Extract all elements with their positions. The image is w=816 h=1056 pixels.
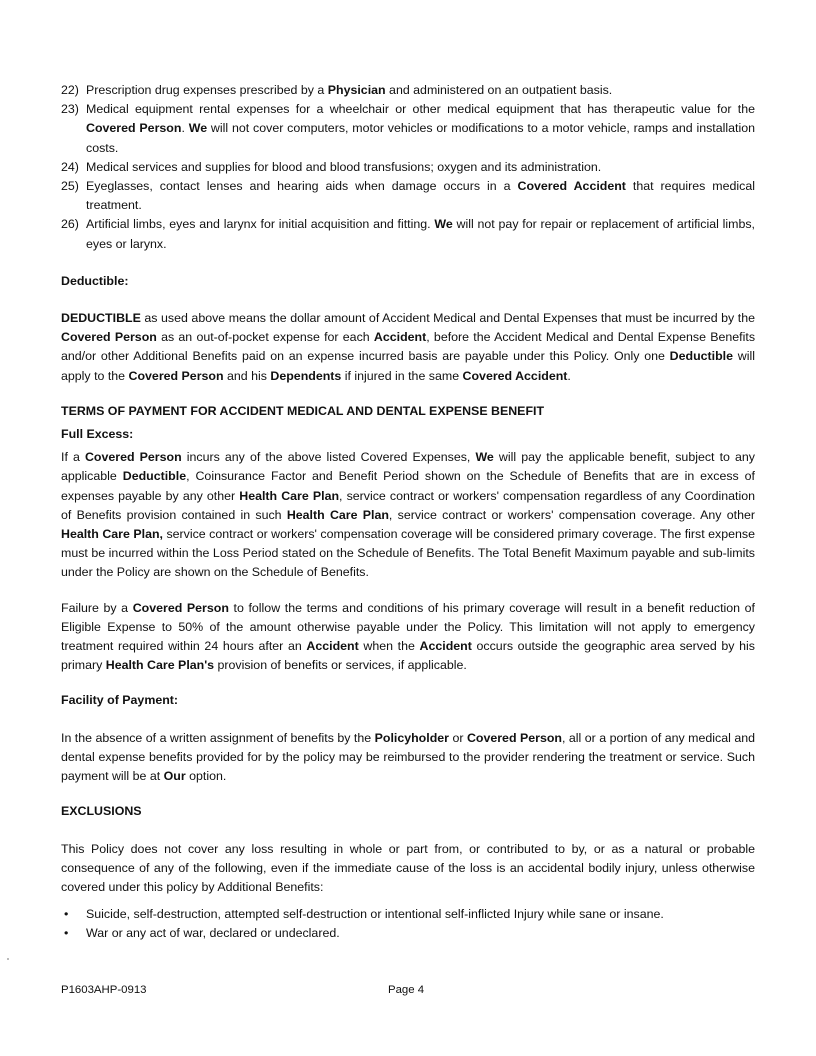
failure-paragraph: Failure by a Covered Person to follow the terms and conditions of his primary coverage will result in a benefit reduction of Eligible Expense to 50% of the amount otherwise payable under the Policy. This limitation will not apply to emergency treatment required within 24 hours after an Accident when the Accident occurs outside the geographic area served by his primary Health Care Plan's provision of benefits or services, if applicable. — [61, 600, 756, 673]
defined-term: Accident — [373, 330, 427, 345]
full-excess-paragraph: If a Covered Person incurs any of the above listed Covered Expenses, We will pay the applicable benefit, subject to any applicable Deductible, Coinsurance Factor and Benefit Period shown on the Schedule of Benefits that are in excess of expenses payable by any other Health Care Plan, service contract or workers' compensation regardless of any Coordination of Benefits provision contained in such Health Care Plan, service contract or workers' compensation coverage. Any other Health Care Plan, service contract or workers' compensation coverage will be considered primary coverage. The first expense must be incurred within the Loss Period stated on the Schedule of Benefits. The Total Benefit Maximum payable and sub-limits under the Policy are shown on the Schedule of Benefits. — [61, 450, 756, 580]
covered-expense-list — [61, 81, 755, 254]
bullet-icon: • — [64, 907, 69, 922]
list-item-text: Artificial limbs, eyes and larynx for initial acquisition and fitting. We will not pay for repair or replacement of artificial limbs, eyes or larynx. — [86, 217, 755, 251]
exclusion-bullet-item — [61, 924, 755, 943]
defined-term: Health Care Plan — [286, 507, 389, 522]
defined-term: Accident — [419, 639, 472, 654]
defined-term: Deductible — [669, 349, 733, 364]
list-item-text: Eyeglasses, contact lenses and hearing aids when damage occurs in a Covered Accident that requires medical treatment. — [86, 179, 755, 213]
list-item-text: Medical equipment rental expenses for a wheelchair or other medical equipment that has therapeutic value for the Covered Person. We will not cover computers, motor vehicles or modifications to a motor vehicle, ramps and installation costs. — [86, 102, 755, 155]
deductible-heading: Deductible: — [61, 273, 129, 288]
defined-term: We — [188, 121, 208, 136]
page-number: Page 4 — [388, 984, 425, 996]
facility-paragraph: In the absence of a written assignment of benefits by the Policyholder or Covered Person, all or a portion of any medical and dental expense benefits provided for by the policy may be reimbursed to the provider rendering the treatment or service. Such payment will be at Our option. — [61, 730, 756, 784]
defined-term: Covered Person — [86, 121, 182, 136]
defined-term: Covered Person — [466, 730, 562, 745]
defined-term: Covered Person — [84, 450, 182, 465]
defined-term: We — [475, 450, 494, 465]
list-item-text: Medical services and supplies for blood and blood transfusions; oxygen and its administration. — [86, 159, 602, 174]
list-item-number: 23) — [61, 102, 79, 117]
list-item-number: 26) — [61, 217, 79, 232]
list-item — [61, 81, 755, 100]
exclusion-bullet-item — [61, 905, 755, 924]
exclusion-text: Suicide, self-destruction, attempted self-destruction or intentional self-inflicted Injury while sane or insane. — [86, 907, 664, 922]
list-item — [61, 158, 755, 177]
defined-term: We — [434, 217, 453, 232]
defined-term: Deductible — [122, 469, 187, 484]
bullet-icon: • — [64, 926, 69, 941]
list-item-number: 25) — [61, 179, 79, 194]
exclusions-paragraph: This Policy does not cover any loss resulting in whole or part from, or contributed to by, or as a natural or probable consequence of any of the following, even if the immediate cause of the loss is an accidental bodily injury, unless otherwise covered under this policy by Additional Benefits: — [61, 841, 755, 894]
terms-of-payment-heading: TERMS OF PAYMENT FOR ACCIDENT MEDICAL AND DENTAL EXPENSE BENEFIT — [61, 403, 545, 418]
defined-term: Covered Person — [132, 600, 229, 615]
list-item-number: 22) — [61, 83, 79, 97]
facility-of-payment-heading: Facility of Payment: — [61, 693, 179, 708]
defined-term: Dependents — [270, 368, 342, 383]
defined-term: Health Care Plan's — [105, 658, 215, 673]
list-item — [61, 177, 755, 215]
exclusions-heading: EXCLUSIONS — [61, 804, 142, 819]
defined-term: Covered Person — [128, 368, 224, 383]
list-item-number: 24) — [61, 159, 79, 174]
document-page — [61, 81, 755, 944]
list-item — [61, 100, 755, 158]
deductible-paragraph: DEDUCTIBLE as used above means the dollar amount of Accident Medical and Dental Expenses that must be incurred by the Covered Person as an out-of-pocket expense for each Accident, before the Accident Medical and Dental Expense Benefits and/or other Additional Benefits paid on an expense incurred basis are payable under this Policy. Only one Deductible will apply to the Covered Person and his Dependents if injured in the same Covered Accident. — [61, 311, 756, 383]
defined-term: Our — [163, 769, 186, 784]
exclusion-text: War or any act of war, declared or undeclared. — [86, 926, 340, 941]
defined-term: DEDUCTIBLE — [61, 311, 141, 326]
defined-term: Covered Accident — [462, 368, 568, 383]
defined-term: Covered Person — [61, 330, 157, 345]
full-excess-heading: Full Excess: — [61, 427, 134, 442]
form-code: P1603AHP-0913 — [61, 984, 147, 996]
defined-term: Health Care Plan, — [61, 527, 163, 542]
defined-term: Accident — [306, 639, 359, 654]
list-item — [61, 215, 755, 253]
defined-term: Physician — [327, 83, 386, 97]
defined-term: Policyholder — [374, 730, 449, 745]
defined-term: Covered Accident — [517, 179, 626, 194]
defined-term: Health Care Plan — [239, 488, 340, 503]
scan-speck — [7, 958, 9, 960]
list-item-text: Prescription drug expenses prescribed by a Physician and administered on an outpatient basis. — [86, 83, 613, 97]
